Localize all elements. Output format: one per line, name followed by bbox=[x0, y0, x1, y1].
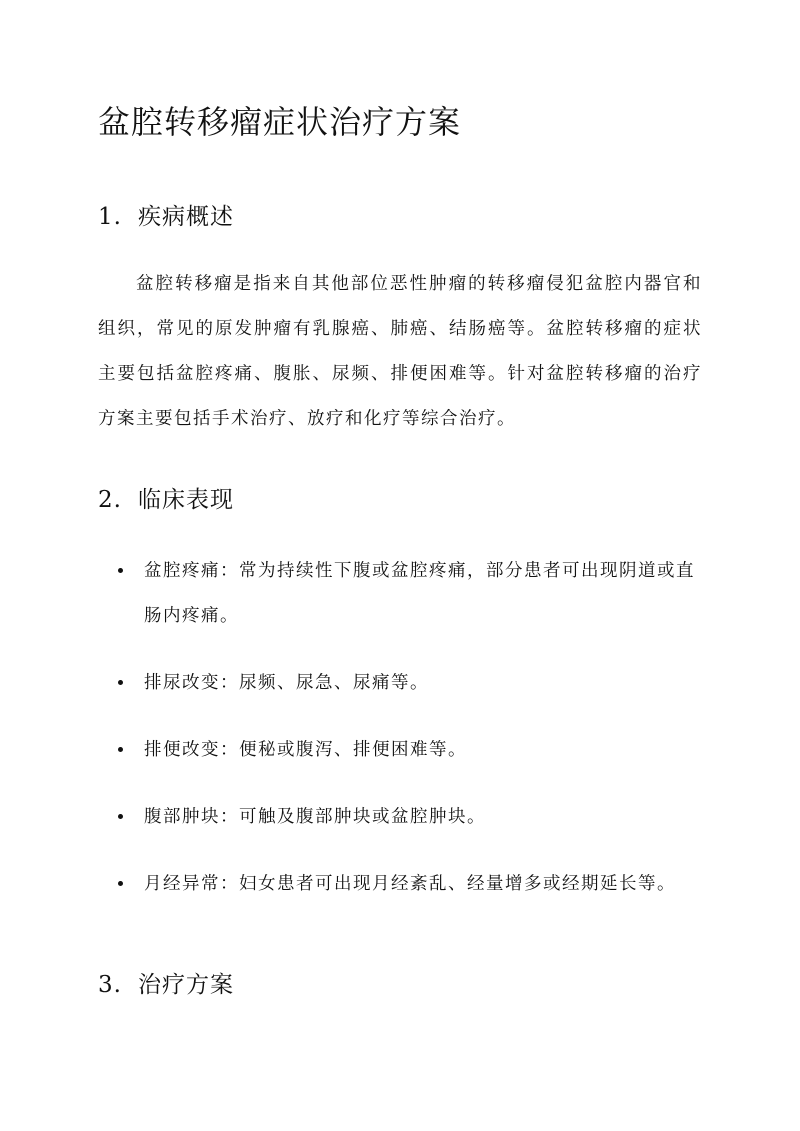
list-item-text: 腹部肿块：可触及腹部肿块或盆腔肿块。 bbox=[144, 807, 486, 827]
section-title: 治疗方案 bbox=[138, 972, 234, 998]
bullet-icon bbox=[118, 568, 123, 573]
list-item bbox=[98, 862, 698, 907]
section-heading-treatment bbox=[98, 966, 234, 999]
section-number: 1. bbox=[98, 204, 122, 230]
list-item bbox=[98, 661, 698, 706]
section-heading-clinical bbox=[98, 481, 234, 514]
clinical-bullet-list bbox=[98, 549, 698, 929]
section-title: 临床表现 bbox=[138, 487, 234, 513]
section-number: 3. bbox=[98, 972, 122, 998]
section-heading-overview bbox=[98, 198, 234, 231]
overview-paragraph: 盆腔转移瘤是指来自其他部位恶性肿瘤的转移瘤侵犯盆腔内器官和组织，常见的原发肿瘤有乳腺癌、肺癌、结肠癌等。盆腔转移瘤的症状主要包括盆腔疼痛、腹胀、尿频、排便困难等。针对盆腔转移瘤的治疗方案主要包括手术治疗、放疗和化疗等综合治疗。 bbox=[98, 274, 702, 429]
section-number: 2. bbox=[98, 487, 122, 513]
list-item bbox=[98, 795, 698, 840]
list-item bbox=[98, 728, 698, 773]
list-item-text: 排尿改变：尿频、尿急、尿痛等。 bbox=[144, 673, 429, 693]
bullet-icon bbox=[118, 680, 123, 685]
list-item-text: 盆腔疼痛：常为持续性下腹或盆腔疼痛，部分患者可出现阴道或直肠内疼痛。 bbox=[144, 561, 695, 626]
bullet-icon bbox=[118, 814, 123, 819]
section-title: 疾病概述 bbox=[138, 204, 234, 230]
bullet-icon bbox=[118, 881, 123, 886]
list-item bbox=[98, 549, 698, 639]
list-item-text: 月经异常：妇女患者可出现月经紊乱、经量增多或经期延长等。 bbox=[144, 874, 676, 894]
bullet-icon bbox=[118, 747, 123, 752]
document-title: 盆腔转移瘤症状治疗方案 bbox=[98, 103, 462, 141]
list-item-text: 排便改变：便秘或腹泻、排便困难等。 bbox=[144, 740, 467, 760]
